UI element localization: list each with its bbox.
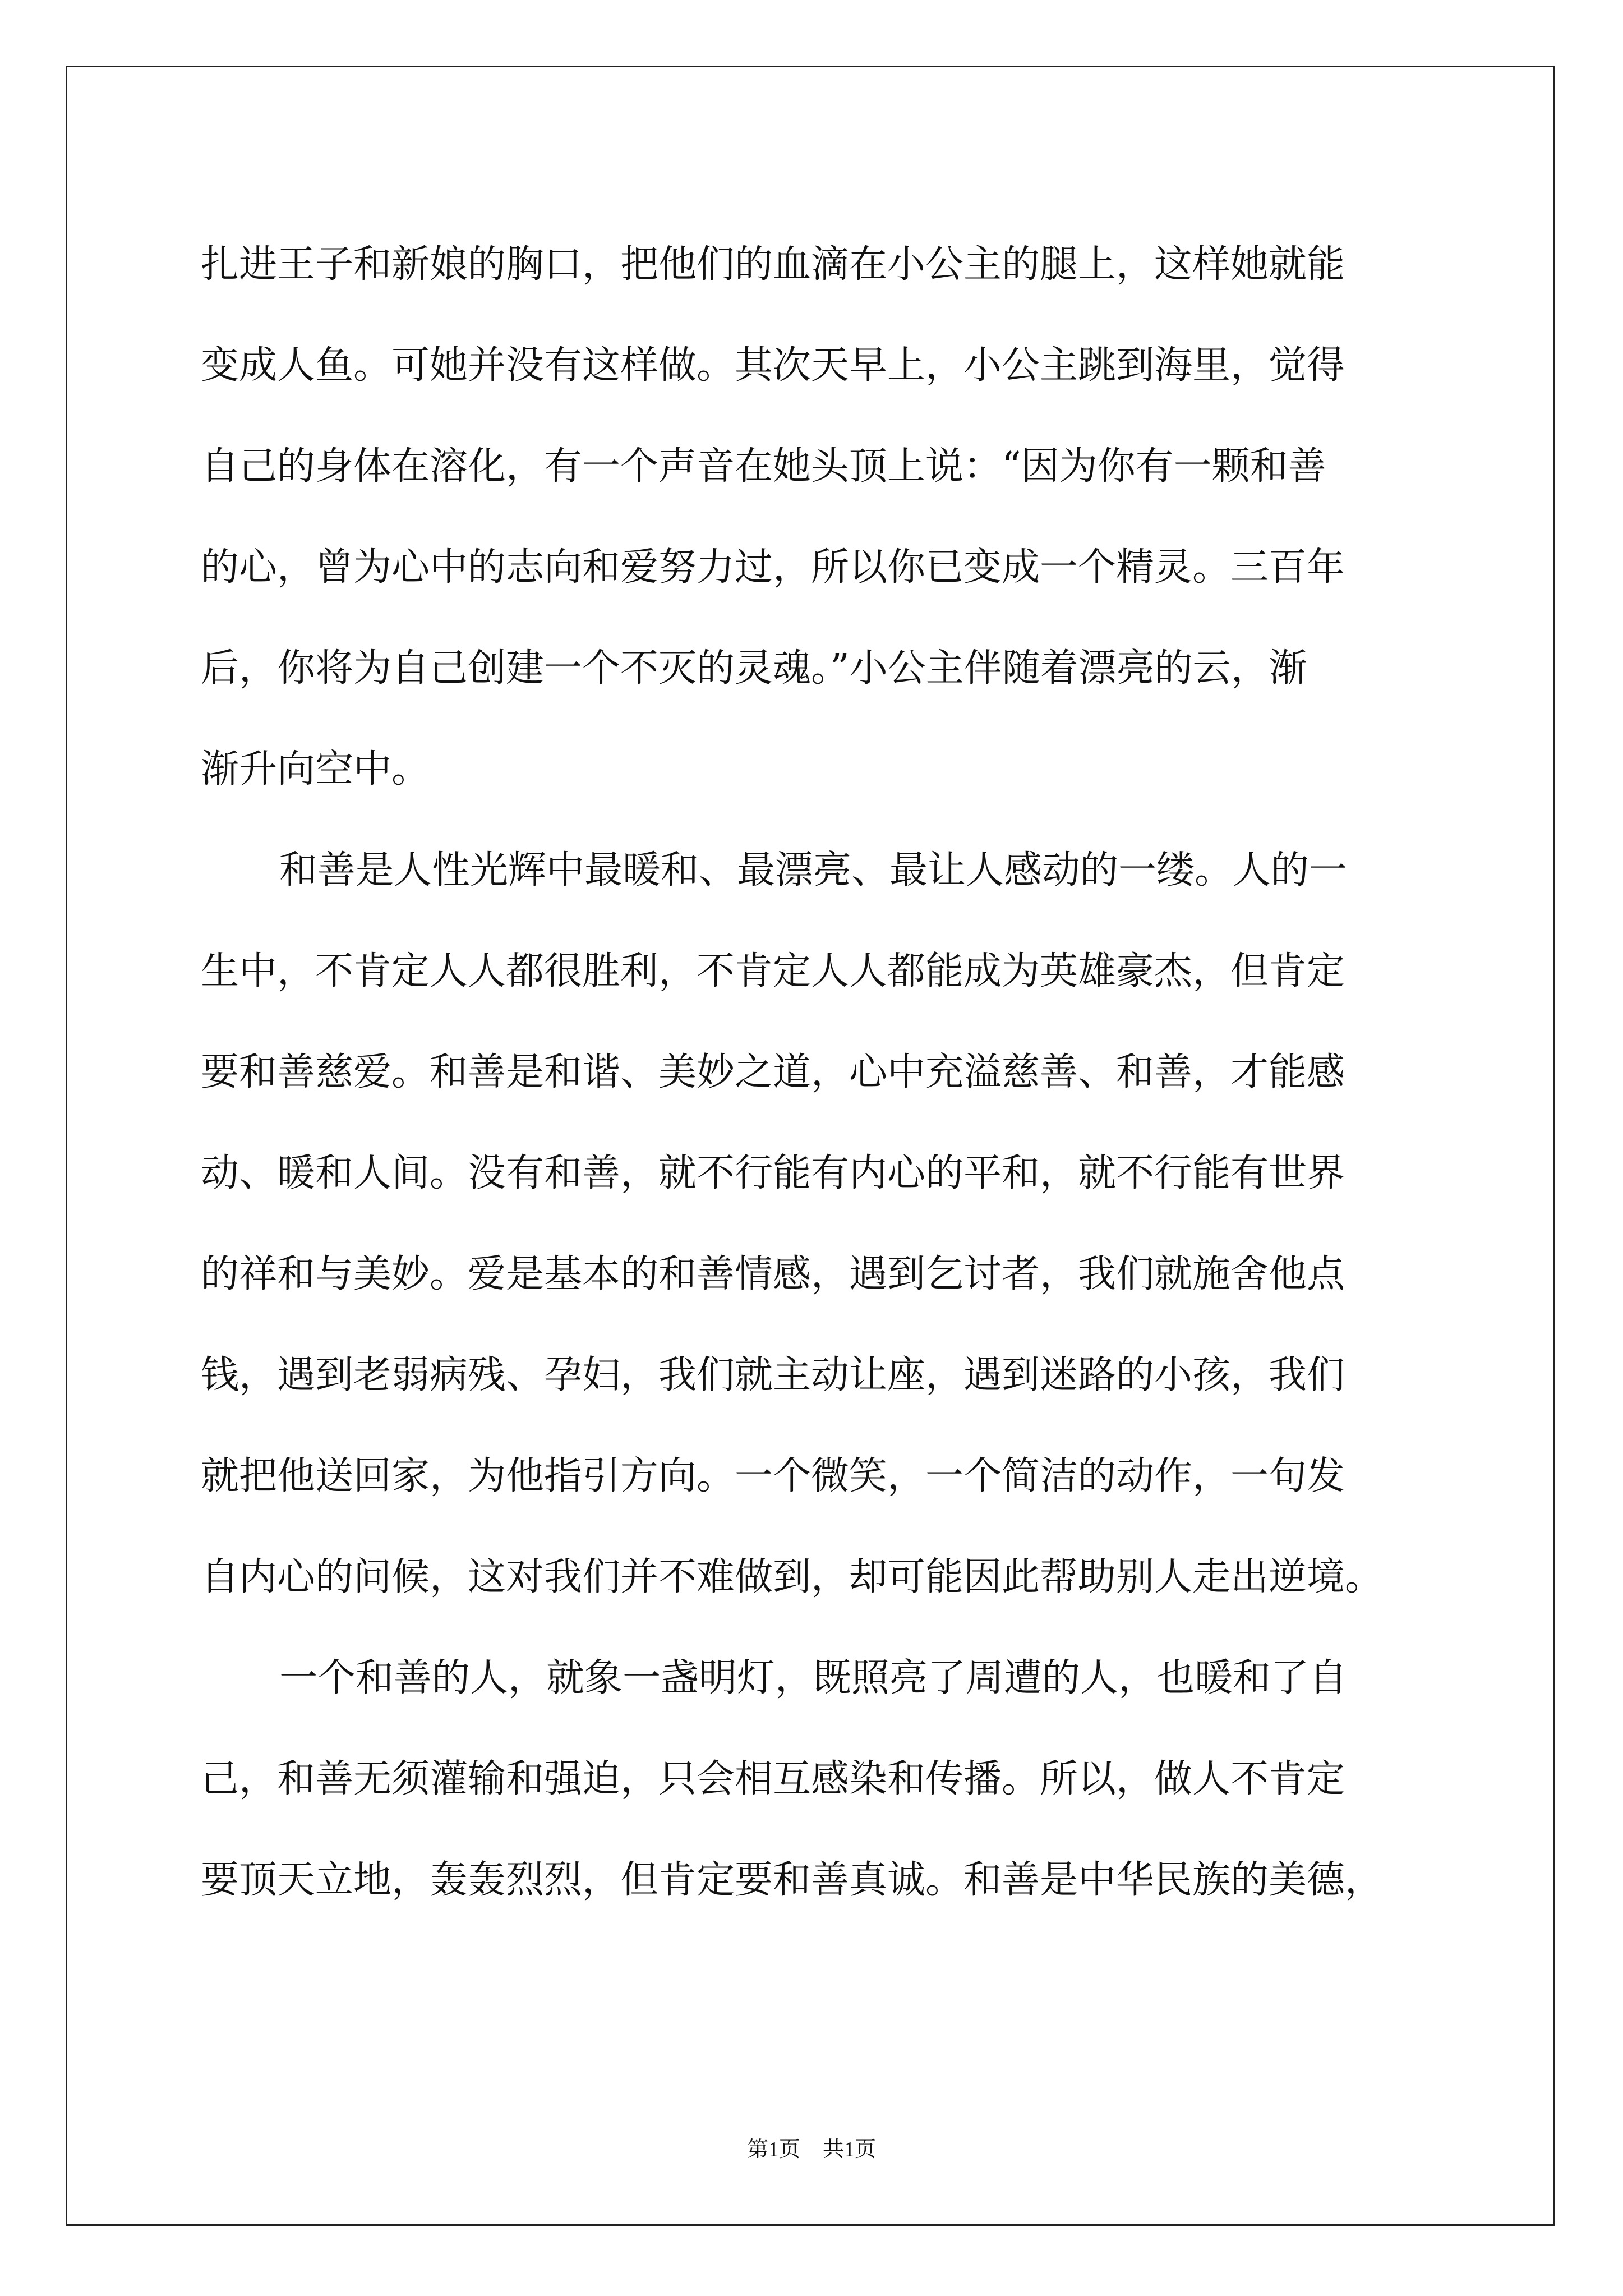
text-line: 动、暖和人间。没有和善，就不行能有内心的平和，就不行能有世界	[201, 1151, 1345, 1195]
text-line: 渐升向空中。	[201, 747, 430, 792]
text-line: 自己的身体在溶化，有一个声音在她头顶上说：“因为你有一颗和善	[201, 444, 1326, 489]
text-line: 要顶天立地，轰轰烈烈，但肯定要和善真诚。和善是中华民族的美德，	[201, 1858, 1384, 1902]
text-line: 自内心的问候，这对我们并不难做到，却可能因此帮助别人走出逆境。	[201, 1555, 1384, 1599]
text-line: 己，和善无须灌输和强迫，只会相互感染和传播。所以，做人不肯定	[201, 1757, 1345, 1801]
paragraph-first-line: 一个和善的人，就象一盏明灯，既照亮了周遭的人，也暖和了自	[279, 1656, 1348, 1700]
text-line: 的祥和与美妙。爱是基本的和善情感，遇到乞讨者，我们就施舍他点	[201, 1252, 1345, 1296]
text-line: 要和善慈爱。和善是和谐、美妙之道，心中充溢慈善、和善，才能感	[201, 1050, 1345, 1094]
text-line: 扎进王子和新娘的胸口，把他们的血滴在小公主的腿上，这样她就能	[201, 242, 1345, 287]
page-total: 共1页	[823, 2138, 877, 2161]
page-number: 第1页	[746, 2138, 800, 2161]
text-line: 的心，曾为心中的志向和爱努力过，所以你已变成一个精灵。三百年	[201, 545, 1345, 590]
document-body	[201, 214, 1426, 1931]
text-line: 变成人鱼。可她并没有这样做。其次天早上，小公主跳到海里，觉得	[201, 343, 1345, 388]
text-line: 后，你将为自己创建一个不灭的灵魂。”小公主伴随着漂亮的云，渐	[201, 646, 1307, 691]
text-line: 钱，遇到老弱病残、孕妇，我们就主动让座，遇到迷路的小孩，我们	[201, 1353, 1345, 1397]
page-footer	[0, 2132, 1623, 2162]
paragraph-first-line: 和善是人性光辉中最暖和、最漂亮、最让人感动的一缕。人的一	[279, 848, 1348, 892]
text-line: 生中，不肯定人人都很胜利，不肯定人人都能成为英雄豪杰，但肯定	[201, 949, 1345, 993]
text-line: 就把他送回家，为他指引方向。一个微笑，一个简洁的动作，一句发	[201, 1454, 1345, 1498]
